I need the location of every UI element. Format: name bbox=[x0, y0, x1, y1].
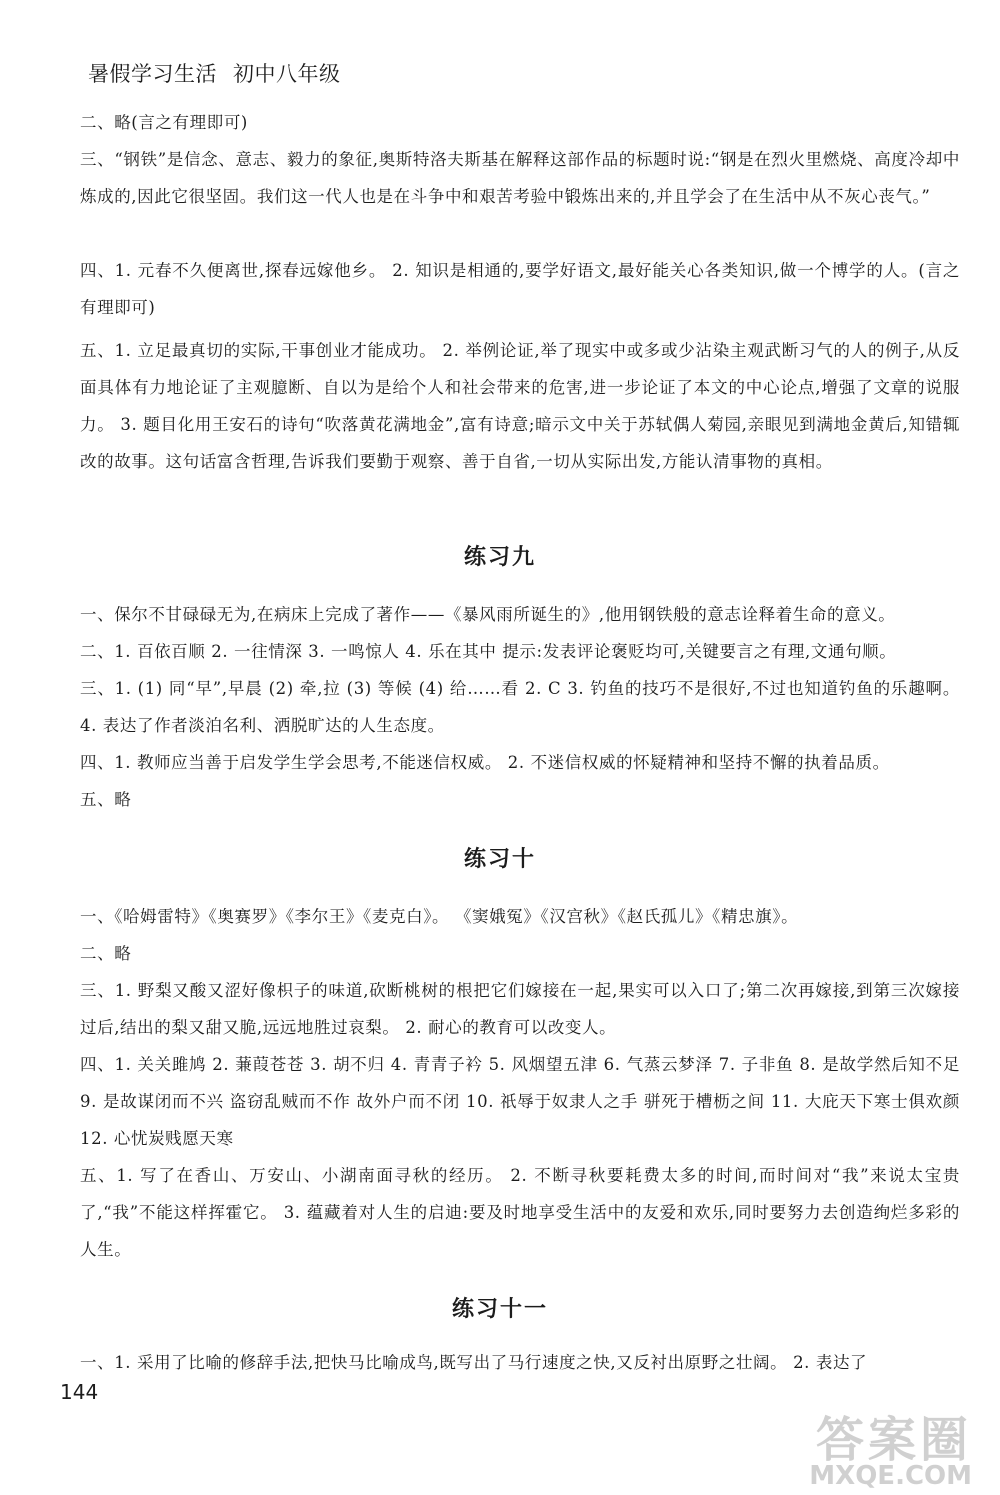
section-heading: 练习十 bbox=[463, 847, 536, 872]
answer-paragraph: 二、略(言之有理即可) bbox=[80, 113, 248, 132]
answer-paragraph: 四、1. 教师应当善于启发学生学会思考,不能迷信权威。 2. 不迷信权威的怀疑精神和坚持不懈的执着品质。 bbox=[80, 753, 890, 772]
answer-paragraph: 三、“钢铁”是信念、意志、毅力的象征,奥斯特洛夫斯基在解释这部作品的标题时说:“钢是在烈火里燃烧、高度冷却中炼成的,因此它很坚固。我们这一代人也是在斗争中和艰苦考验中锻炼出来的,并且学会了在生活中从不灰心丧气。” bbox=[80, 150, 960, 206]
answer-paragraph: 一、1. 采用了比喻的修辞手法,把快马比喻成鸟,既写出了马行速度之快,又反衬出原野之壮阔。 2. 表达了 bbox=[80, 1353, 868, 1372]
book-title: 暑假学习生活 bbox=[88, 62, 217, 86]
answer-paragraph: 五、略 bbox=[80, 790, 132, 809]
answer-paragraph: 五、1. 立足最真切的实际,干事创业才能成功。 2. 举例论证,举了现实中或多或少沾染主观武断习气的人的例子,从反面具体有力地论证了主观臆断、自以为是给个人和社会带来的危害,进一步论证了本文的中心论点,增强了文章的说服力。 3. 题目化用王安石的诗句“吹落黄花满地金”,富有诗意;暗示文中关于苏轼偶人菊园,亲眼见到满地金黄后,知错辄改的故事。这句话富含哲理,告诉我们要勤于观察、善于自省,一切从实际出发,方能认清事物的真相。 bbox=[80, 341, 960, 471]
answer-paragraph: 二、1. 百依百顺 2. 一往情深 3. 一鸣惊人 4. 乐在其中 提示:发表评论褒贬均可,关键要言之有理,文通句顺。 bbox=[80, 642, 897, 661]
answer-paragraph: 五、1. 写了在香山、万安山、小湖南面寻秋的经历。 2. 不断寻秋要耗费太多的时间,而时间对“我”来说太宝贵了,“我”不能这样挥霍它。 3. 蕴藏着对人生的启迪:要及时地享受生活中的友爱和欢乐,同时要努力去创造绚烂多彩的人生。 bbox=[80, 1166, 960, 1259]
answer-paragraph: 一、保尔不甘碌碌无为,在病床上完成了著作——《暴风雨所诞生的》,他用钢铁般的意志诠释着生命的意义。 bbox=[80, 605, 896, 624]
answer-paragraph: 一、《哈姆雷特》《奥赛罗》《李尔王》《麦克白》。 《窦娥冤》《汉宫秋》《赵氏孤儿》《精忠旗》。 bbox=[80, 907, 799, 926]
page-number: 144 bbox=[60, 1380, 99, 1404]
watermark-logo bbox=[762, 1401, 982, 1491]
answer-paragraph: 四、1. 元春不久便离世,探春远嫁他乡。 2. 知识是相通的,要学好语文,最好能关心各类知识,做一个博学的人。(言之有理即可) bbox=[80, 261, 960, 317]
watermark-logo-text: 答案圈 bbox=[815, 1412, 972, 1468]
answer-paragraph: 三、1. (1) 同“早”,早晨 (2) 牵,拉 (3) 等候 (4) 给……看 2. C 3. 钓鱼的技巧不是很好,不过也知道钓鱼的乐趣啊。 4. 表达了作者淡泊名利、洒脱旷达的人生态度。 bbox=[80, 679, 960, 735]
answer-paragraph: 二、略 bbox=[80, 944, 132, 963]
answer-paragraph: 三、1. 野梨又酸又涩好像枳子的味道,砍断桃树的根把它们嫁接在一起,果实可以入口了;第二次再嫁接,到第三次嫁接过后,结出的梨又甜又脆,远远地胜过哀梨。 2. 耐心的教育可以改变人。 bbox=[80, 981, 960, 1037]
section-heading: 练习九 bbox=[463, 545, 536, 570]
grade-label: 初中八年级 bbox=[233, 62, 341, 86]
running-header bbox=[88, 58, 341, 88]
answer-paragraph: 四、1. 关关雎鸠 2. 蒹葭苍苍 3. 胡不归 4. 青青子衿 5. 风烟望五津 6. 气蒸云梦泽 7. 子非鱼 8. 是故学然后知不足 9. 是故谋闭而不兴 盗窃乱贼而不作 故外户而不闭 10. 祇辱于奴隶人之手 骈死于槽枥之间 11. 大庇天下寒士俱欢颜 12. 心忧炭贱愿天寒 bbox=[80, 1055, 960, 1148]
watermark-site: MXQE.COM bbox=[809, 1461, 972, 1491]
section-heading: 练习十一 bbox=[451, 1297, 548, 1322]
